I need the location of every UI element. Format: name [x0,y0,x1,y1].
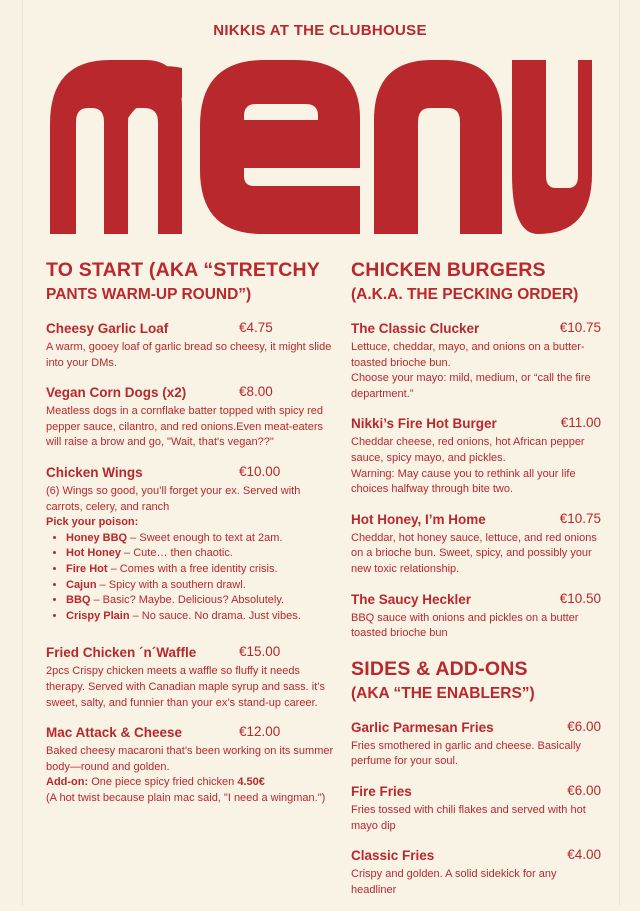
item-description-note: Choose your mayo: mild, medium, or “call the fire department.” [351,372,591,400]
item-price: €10.75 [559,510,601,526]
sauce-name: BBQ [66,594,91,607]
menu-item-mac-attack [46,724,336,806]
sauce-option [66,531,336,547]
sauce-name: Fire Hot [66,562,108,575]
sauce-option [66,609,336,625]
starters-subtitle: PANTS WARM-UP ROUND”) [46,286,252,303]
sauce-options-heading: Pick your poison: [46,516,139,529]
sauce-options-list [46,531,336,625]
item-price: €4.75 [239,320,273,335]
item-description: Fries smothered in garlic and cheese. Basically perfume for your soul. [351,739,581,768]
menu-item-classic-clucker [351,320,601,402]
sauce-name: Cajun [66,578,97,591]
item-name: The Saucy Heckler [351,591,472,607]
item-name: Garlic Parmesan Fries [351,719,494,735]
item-description: Crispy and golden. A solid sidekick for any headliner [351,868,557,896]
sauce-description: – Sweet enough to text at 2am. [127,531,283,544]
sauce-option [66,562,336,578]
item-price: €6.00 [567,782,601,798]
item-description: Lettuce, cheddar, mayo, and onions on a butter-toasted brioche bun. [351,341,585,369]
item-price: €15.00 [239,644,281,660]
item-price: €4.00 [567,847,601,863]
sauce-description: – Comes with a free identity crisis. [107,562,278,575]
menu-item-chicken-wings [46,464,336,624]
menu-item-hot-honey [351,511,601,578]
sauce-name: Crispy Plain [66,609,130,622]
item-description: Cheddar cheese, red onions, hot African pepper sauce, spicy mayo, and pickles. [351,436,585,464]
sides-title: SIDES & ADD-ONS [351,657,528,680]
menu-logo [48,58,594,236]
sauce-description: – Cute… then chaotic. [121,547,233,560]
menu-item-saucy-heckler [351,591,601,642]
venue-name: NIKKIS AT THE CLUBHOUSE [213,22,427,39]
sauce-option [66,578,336,594]
addon-note: (A hot twist because plain mac said, "I need a wingman.") [46,791,326,804]
item-name: Vegan Corn Dogs (x2) [46,385,187,401]
sides-subtitle: (AKA “THE ENABLERS”) [351,684,535,702]
item-name: Cheesy Garlic Loaf [46,321,169,336]
menu-item-garlic-parmesan-fries [351,719,601,770]
sauce-option [66,593,336,609]
item-description-note: Warning: May cause you to rethink all your life choices halfway through bite two. [351,467,576,496]
starters-section [46,256,336,819]
addon-label: Add-on: [46,776,89,789]
item-description: Fries tossed with chili flakes and served with hot mayo dip [351,803,586,832]
item-name: Nikki’s Fire Hot Burger [351,416,497,432]
menu-item-fire-fries [351,783,601,834]
item-description: Baked cheesy macaroni that’s been working on its summer body—round and golden. [46,745,334,773]
item-name: Mac Attack & Cheese [46,725,183,741]
sauce-description: – Spicy with a southern drawl. [96,578,246,591]
addon-line [46,775,336,791]
item-price: €11.00 [560,415,601,431]
addon-text: One piece spicy fried chicken [88,776,238,789]
item-price: €10.75 [559,320,601,335]
burgers-subtitle: (A.K.A. THE PECKING ORDER) [351,286,579,303]
item-name: Fried Chicken ´n´Waffle [46,645,197,661]
item-price: €10.50 [559,590,601,606]
item-price: €12.00 [239,724,281,740]
sauce-description: – Basic? Maybe. Delicious? Absolutely. [90,594,285,607]
starters-title: TO START (AKA “STRETCHY [46,259,320,281]
item-name: Fire Fries [351,783,412,799]
menu-item-chicken-n-waffle [46,644,336,711]
menu-item-cheesy-garlic-loaf [46,320,336,371]
item-description: A warm, gooey loaf of garlic bread so cheesy, it might slide into your DMs. [46,341,332,369]
item-price: €10.00 [239,463,281,479]
item-name: The Classic Clucker [351,321,480,336]
item-name: Chicken Wings [46,464,143,480]
item-description: Meatless dogs in a cornflake batter topped with spicy red pepper sauce, cilantro, and red onions.Even meat-eaters will raise a brow and go, "Wait, that's vegan??" [46,405,323,449]
sauce-option [66,546,336,562]
menu-item-vegan-corn-dogs [46,384,336,451]
addon-price: 4.50€ [237,776,265,789]
item-description: 2pcs Crispy chicken meets a waffle so fluffy it needs therapy. Served with Canadian maple syrup and sass. it’s sweet, salty, and funnier than your ex’s stand-up career. [46,665,326,709]
item-price: €6.00 [567,718,601,734]
sauce-description: – No sauce. No drama. Just vibes. [129,609,301,622]
sauce-name: Hot Honey [66,547,121,560]
item-price: €8.00 [239,384,273,400]
menu-item-fire-hot-burger [351,415,601,497]
sides-section [351,655,601,899]
item-name: Classic Fries [351,848,435,864]
burgers-section [351,256,601,911]
item-description: (6) Wings so good, you’ll forget your ex. Served with carrots, celery, and ranch [46,484,301,513]
sauce-name: Honey BBQ [66,531,128,544]
item-description: BBQ sauce with onions and pickles on a butter toasted brioche bun [351,611,579,640]
burgers-title: CHICKEN BURGERS [351,259,546,281]
menu-item-classic-fries [351,847,601,898]
item-name: Hot Honey, I’m Home [351,511,486,527]
item-description: Cheddar, hot honey sauce, lettuce, and red onions on a brioche bun. Sweet, spicy, and possibly your new toxic relationship. [351,531,597,575]
